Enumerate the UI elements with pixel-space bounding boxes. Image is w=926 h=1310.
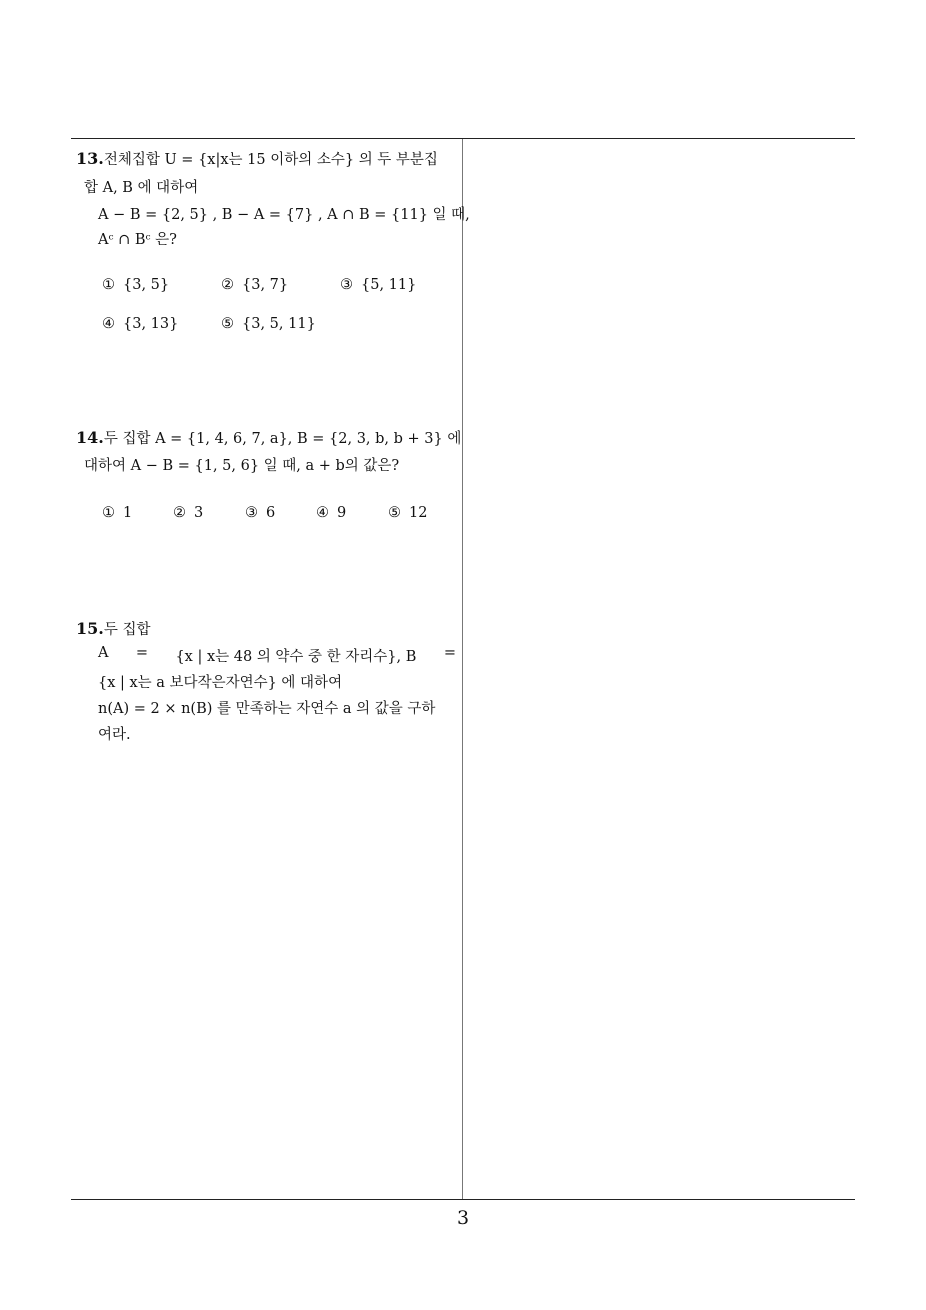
choice-text: 9 [337, 505, 347, 521]
page-number: 3 [456, 1207, 470, 1229]
choice-mark-3: ③ [340, 277, 353, 293]
question-14-line-1 [76, 427, 461, 448]
choice-text: {3, 5, 11} [242, 316, 316, 332]
choice-text: {3, 7} [242, 277, 289, 293]
question-14-choice-2[interactable] [173, 505, 203, 521]
question-14-choice-5[interactable] [388, 505, 427, 521]
question-13-text-1: 전체집합 U = {x|x는 15 이하의 소수} 의 두 부분집 [103, 152, 438, 168]
question-13-choice-5[interactable] [221, 316, 316, 332]
choice-mark-2: ② [173, 505, 186, 521]
question-15-number: 15. [76, 619, 104, 638]
question-13-line-2: 합 A, B 에 대하여 [84, 180, 199, 196]
equals-sign: = [135, 645, 149, 661]
choice-mark-3: ③ [245, 505, 258, 521]
question-13-number: 13. [76, 149, 104, 168]
choice-mark-1: ① [102, 505, 115, 521]
choice-text: 6 [266, 505, 276, 521]
question-13-line-1 [76, 148, 438, 169]
choice-text: 1 [123, 505, 133, 521]
choice-text: {3, 5} [123, 277, 170, 293]
question-14-choice-4[interactable] [316, 505, 346, 521]
question-13-choice-4[interactable] [102, 316, 178, 332]
question-14-text-1: 두 집합 A = {1, 4, 6, 7, a}, B = {2, 3, b, b + 3} 에 [103, 431, 462, 447]
question-15-line-3: {x | x는 a 보다작은자연수} 에 대하여 [98, 675, 343, 691]
choice-mark-4: ④ [316, 505, 329, 521]
choice-text: 12 [409, 505, 428, 521]
question-15-line-5: 여라. [98, 727, 131, 743]
equals-sign: = [443, 645, 456, 661]
question-13-choice-3[interactable] [340, 277, 416, 293]
question-14 [76, 427, 462, 537]
question-15-text-1: 두 집합 [103, 622, 151, 638]
choice-text: 3 [194, 505, 204, 521]
column-divider [462, 139, 463, 1200]
bottom-rule [71, 1199, 855, 1200]
choice-mark-2: ② [221, 277, 234, 293]
question-15 [76, 618, 456, 748]
question-13-line-4: Aᶜ ∩ Bᶜ 은? [98, 232, 177, 248]
question-13-choice-1[interactable] [102, 277, 169, 293]
question-14-choice-3[interactable] [245, 505, 275, 521]
choice-mark-5: ⑤ [388, 505, 401, 521]
question-15-line-1 [76, 618, 150, 639]
question-13-line-3: A − B = {2, 5} , B − A = {7} , A ∩ B = {11} 일 때, [98, 207, 470, 223]
top-rule [71, 138, 855, 139]
question-14-choice-1[interactable] [102, 505, 132, 521]
choice-text: {3, 13} [123, 316, 179, 332]
question-13-choice-2[interactable] [221, 277, 288, 293]
choice-text: {5, 11} [361, 277, 417, 293]
question-13 [76, 148, 470, 338]
question-15-line-4: n(A) = 2 × n(B) 를 만족하는 자연수 a 의 값을 구하 [98, 701, 436, 717]
set-a-symbol: A [98, 645, 109, 661]
question-14-line-2: 대하여 A − B = {1, 5, 6} 일 때, a + b의 값은? [84, 458, 400, 474]
choice-mark-5: ⑤ [221, 316, 234, 332]
choice-mark-4: ④ [102, 316, 115, 332]
question-14-number: 14. [76, 428, 104, 447]
set-a-definition: {x | x는 48 의 약수 중 한 자리수}, B [175, 649, 417, 665]
choice-mark-1: ① [102, 277, 115, 293]
question-15-line-2 [98, 645, 456, 666]
